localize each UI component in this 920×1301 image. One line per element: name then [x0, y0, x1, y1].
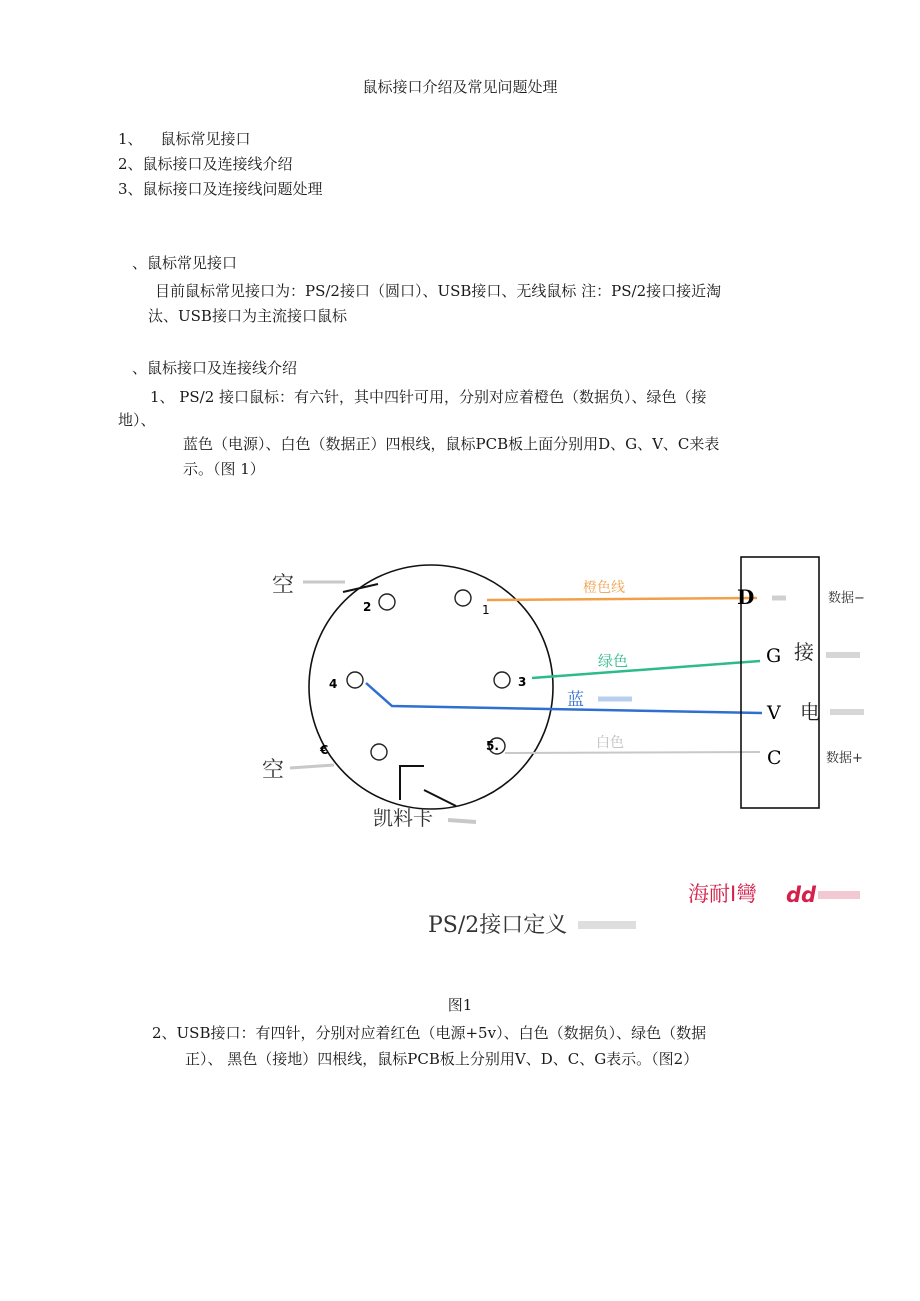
toc-item-text: 鼠标接口及连接线介绍: [142, 155, 293, 173]
document-title: 鼠标接口介绍及常见问题处理: [362, 78, 558, 96]
figure-title: PS/2接口定义: [428, 913, 568, 938]
empty-label-top: 空: [272, 573, 295, 598]
latch-bracket: [400, 766, 424, 800]
section2-p1-line4: 示。（图 1）: [183, 460, 265, 478]
pin-hole-2: [379, 594, 395, 610]
side-label-ground: 接: [794, 640, 814, 664]
section2-p1-line2: 地）、: [118, 411, 156, 429]
pin-label-1: 1: [482, 603, 490, 617]
wire-white: [505, 752, 760, 753]
section2-p2-line2: 正）、 黑色（接地）四根线，鼠标PCB板上分别用V、D、C、G表示。（图2）: [185, 1050, 699, 1068]
watermark-text: 海耐I彎: [688, 882, 758, 906]
watermark-suffix: dd: [786, 883, 817, 907]
leader-line-top: [343, 584, 378, 592]
toc-item-number: 1、: [118, 130, 143, 148]
section2-heading: 、鼠标接口及连接线介绍: [132, 359, 298, 377]
section2-p1-line3: 蓝色（电源）、白色（数据正）四根线，鼠标PCB板上面分别用D、G、V、C来表: [183, 435, 720, 453]
side-label-power: 电: [800, 700, 820, 724]
blurred-leader-bottom: [290, 765, 334, 768]
pin-label-5: 5.: [486, 739, 499, 753]
pcb-label-v: V: [767, 702, 781, 724]
pin-hole-6: [371, 744, 387, 760]
toc-item-number: 3、: [118, 180, 143, 198]
section2-p1-line1: 1、 PS/2 接口鼠标：有六针，其中四针可用，分别对应着橙色（数据负）、绿色（接: [150, 388, 707, 406]
wire-orange: [487, 598, 757, 600]
toc-item-text: 鼠标接口及连接线问题处理: [142, 180, 323, 198]
wire-label-white: 白色: [596, 735, 624, 751]
figure-caption: 图1: [447, 996, 473, 1014]
pin-hole-4: [347, 672, 363, 688]
pin-label-3: 3: [518, 675, 527, 689]
latch-label: 凯料卡: [373, 806, 433, 830]
pin-hole-1: [455, 590, 471, 606]
section1-line2: 汰、USB接口为主流接口鼠标: [148, 307, 347, 325]
section2-p2-line1: 2、USB接口：有四针，分别对应着红色（电源+5v）、白色（数据负）、绿色（数据: [152, 1024, 707, 1042]
pin-label-6: €: [320, 743, 329, 757]
section1-heading: 、鼠标常见接口: [132, 254, 238, 272]
pcb-label-c: C: [767, 747, 782, 769]
toc-item-number: 2、: [118, 155, 143, 173]
section1-line1: 目前鼠标常见接口为：PS/2接口（圆口）、USB接口、无线鼠标 注：PS/2接口接近淘: [155, 282, 722, 300]
wire-blue: [366, 683, 762, 713]
empty-label-bottom: 空: [262, 758, 285, 783]
blurred-latch-note: [448, 820, 476, 822]
pin-label-4: 4: [329, 677, 338, 691]
wire-label-orange: 橙色线: [583, 580, 625, 596]
pin-hole-3: [494, 672, 510, 688]
pcb-label-g: G: [766, 645, 782, 667]
ps2-connector-outline: [309, 565, 553, 809]
wire-label-blue: 蓝: [567, 690, 584, 710]
pcb-label-d: D: [737, 585, 755, 609]
wire-green: [532, 661, 760, 678]
side-label-data-minus: 数据−: [828, 591, 865, 606]
latch-leader: [424, 790, 456, 806]
pin-label-2: 2: [363, 600, 372, 614]
toc-item-text: 鼠标常见接口: [160, 130, 251, 148]
wire-label-green: 绿色: [598, 652, 629, 670]
side-label-data-plus: 数据+: [826, 751, 863, 766]
